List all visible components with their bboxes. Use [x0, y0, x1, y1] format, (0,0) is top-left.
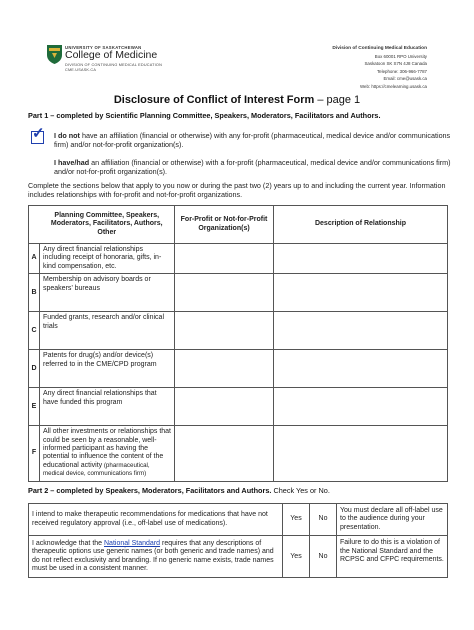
table-row: [29, 426, 448, 481]
off-label-note: You must declare all off-label use to the audience during your presentation.: [337, 504, 448, 536]
row-letter: F: [29, 426, 40, 481]
contact-line: Email: cme@usask.ca: [383, 76, 427, 82]
part2-heading: [28, 486, 330, 495]
row-category: Membership on advisory boards or speakers’ bureaus: [40, 274, 175, 312]
description-cell[interactable]: [274, 388, 448, 426]
table-row: [29, 388, 448, 426]
contact-line: Telephone: 306-966-7787: [376, 68, 427, 74]
row-letter: B: [29, 274, 40, 312]
college-name: College of Medicine: [65, 49, 158, 61]
declarations-table: [28, 503, 448, 578]
page-title: [0, 94, 474, 106]
relationships-table: [28, 205, 448, 482]
off-label-statement: I intend to make therapeutic recommendations for medications that have not received regulatory approval (i.e., off-label use of medications).: [29, 504, 283, 536]
generic-names-statement: [29, 536, 283, 578]
generic-names-note: Failure to do this is a violation of the National Standard and the RCPSC and CFPC requirements.: [337, 536, 448, 578]
option1-bold: I do not: [54, 131, 80, 140]
organization-cell[interactable]: [175, 426, 274, 481]
statement-text: I acknowledge that the: [32, 539, 104, 547]
organization-cell[interactable]: [175, 350, 274, 388]
part2-heading-bold: Part 2 – completed by Speakers, Moderators, Facilitators and Authors.: [28, 486, 272, 495]
table-row: [29, 504, 448, 536]
row-category-text: All other investments or relationships that could be seen by a reasonable, well-informed participant as having the potential to influence the content of the educational activity: [43, 428, 172, 469]
web-line: CME.USASK.CA: [65, 68, 97, 72]
option-no-affiliation: [54, 131, 454, 149]
table-row: [29, 536, 448, 578]
description-cell[interactable]: [274, 426, 448, 481]
row-category: Funded grants, research and/or clinical trials: [40, 312, 175, 350]
row-category: Any direct financial relationships including receipt of honoraria, gifts, in-kind compensation, etc.: [40, 244, 175, 274]
option1-text: have an affiliation (financial or otherwise) with any for-profit (pharmaceutical, medical device and/or communications firm) and/or not-for-profit organization(s).: [54, 131, 451, 149]
description-cell[interactable]: [274, 244, 448, 274]
national-standard-link[interactable]: National Standard: [104, 539, 161, 547]
contact-line: Saskatoon SK S7N 4J8 Canada: [364, 61, 427, 67]
off-label-no-option[interactable]: No: [310, 504, 337, 536]
organization-cell[interactable]: [175, 312, 274, 350]
contact-block: [277, 45, 427, 91]
contact-line: Web: https://cmelearning.usask.ca: [359, 83, 427, 89]
organization-header: For-Profit or Not-for-Profit Organization(s): [175, 206, 274, 244]
option-has-affiliation: [54, 158, 454, 176]
category-header: Planning Committee, Speakers, Moderators, Facilitators, Authors, Other: [40, 206, 175, 244]
title-main: Disclosure of Conflict of Interest Form: [113, 94, 315, 106]
option2-text: an affiliation (financial or otherwise) with a for-profit (pharmaceutical, medical device and/or communications firm) and/or not-for-profit organization(s).: [54, 158, 451, 176]
off-label-yes-option[interactable]: Yes: [283, 504, 310, 536]
description-cell[interactable]: [274, 312, 448, 350]
contact-line: Box 60001 RPO University: [374, 53, 427, 59]
division-line: DIVISION OF CONTINUING MEDICAL EDUCATION: [65, 63, 163, 67]
row-letter: A: [29, 244, 40, 274]
checkmark-icon: ✓: [32, 125, 45, 142]
row-letter: D: [29, 350, 40, 388]
title-suffix: – page 1: [314, 94, 361, 106]
table-row: [29, 312, 448, 350]
option2-bold: I have/had: [54, 158, 90, 167]
organization-cell[interactable]: [175, 388, 274, 426]
generic-names-no-option[interactable]: No: [310, 536, 337, 578]
row-letter: C: [29, 312, 40, 350]
part1-heading: Part 1 – completed by Scientific Planning Committee, Speakers, Moderators, Facilitators and Authors.: [28, 111, 381, 120]
table-row: [29, 350, 448, 388]
row-category: [40, 426, 175, 481]
row-category-note: (pharmaceutical, medical device, communications firm): [43, 461, 150, 478]
table-row: [29, 244, 448, 274]
row-category: Any direct financial relationships that have funded this program: [40, 388, 175, 426]
description-cell[interactable]: [274, 350, 448, 388]
description-header: Description of Relationship: [274, 206, 448, 244]
description-cell[interactable]: [274, 274, 448, 312]
table-row: [29, 274, 448, 312]
university-crest-icon: [47, 45, 62, 64]
instructions-text: Complete the sections below that apply to you now or during the past two (2) years up to and including the current year. Information includes relationships with for-profit and not-for-profit organizations.: [28, 181, 446, 199]
organization-cell[interactable]: [175, 274, 274, 312]
university-name: UNIVERSITY OF SASKATCHEWAN: [65, 45, 142, 50]
part2-heading-rest: Check Yes or No.: [271, 486, 330, 495]
contact-line: Division of Continuing Medical Education: [332, 46, 427, 51]
table-header-row: [29, 206, 448, 244]
organization-cell[interactable]: [175, 244, 274, 274]
row-letter: E: [29, 388, 40, 426]
statement-text: requires that any descriptions of therapeutic options use generic names (or both generic and trade names) and do not reflect exclusivity and branding. If no generic name exists, trade names must be used in a consistent manner.: [32, 539, 274, 573]
row-category: Patents for drug(s) and/or device(s) referred to in the CME/CPD program: [40, 350, 175, 388]
letter-header: [29, 206, 40, 244]
generic-names-yes-option[interactable]: Yes: [283, 536, 310, 578]
